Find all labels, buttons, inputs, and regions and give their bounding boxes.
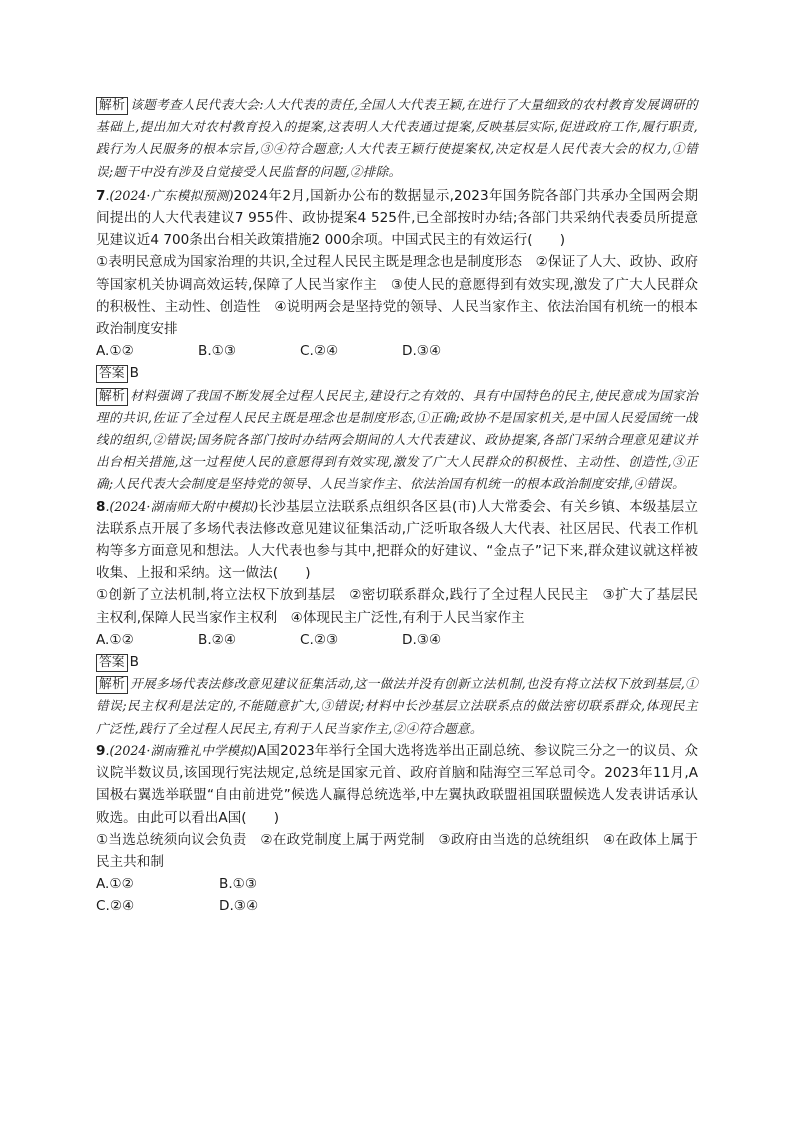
question-stem: 2024年2月,国新办公布的数据显示,2023年国务院各部门共承办全国两会期间提出的人大代表建议7 955件、政协提案4 525件,已全部按时办结;各部门共采纳代表委员所提意见建议近4 700条出台相关政策措施2 000余项。中国式民主的有效运行( ) <box>96 187 698 249</box>
q8-stem <box>96 496 698 585</box>
q7-answer <box>96 362 698 384</box>
q8-analysis <box>96 673 698 740</box>
option-d: D.③④ <box>402 343 442 360</box>
option-c: C.②④ <box>300 343 339 360</box>
question-stem: 长沙基层立法联系点组织各区县(市)人大常委会、有关乡镇、本级基层立法联系点开展了多场代表法修改意见建议征集活动,广泛听取各级人大代表、社区居民、代表工作机构等多方面意见和想法。人大代表也参与其中,把群众的好建议、“金点子”记下来,群众建议就这样被收集、上报和采纳。这一做法( ) <box>96 498 698 582</box>
q8-statements: ①创新了立法机制,将立法权下放到基层 ②密切联系群众,践行了全过程人民民主 ③扩大了基层民主权利,保障人民当家作主权利 ④体现民主广泛性,有利于人民当家作主 <box>96 587 698 626</box>
option-c: C.②③ <box>300 631 339 648</box>
answer-value: B <box>129 365 139 382</box>
analysis-text: 开展多场代表法修改意见建议征集活动,这一做法并没有创新立法机制,也没有将立法权下放到基层,①错误;民主权利是法定的,不能随意扩大,③错误;材料中长沙基层立法联系点的做法密切联系群众,体现民主广泛性,践行了全过程人民民主,有利于人民当家作主,②④符合题意。 <box>96 676 698 736</box>
option-c: C.②④ <box>96 898 135 915</box>
q8-options <box>96 629 698 651</box>
answer-tag: 答案 <box>96 654 128 672</box>
option-b: B.①③ <box>198 343 237 360</box>
q9-stem <box>96 740 698 829</box>
q7-statements: ①表明民意成为国家治理的共识,全过程人民民主既是理念也是制度形态 ②保证了人大、政协、政府等国家机关协调高效运转,保障了人民当家作主 ③使人民的意愿得到有效实现,激发了广大人民群众的积极性、主动性、创造性 ④说明两会是坚持党的领导、人民当家作主、依法治国有机统一的根本政治制度安排 <box>96 254 698 338</box>
question-number: 7 <box>96 187 106 204</box>
q6-analysis <box>96 94 698 183</box>
option-a: A.①② <box>96 343 134 360</box>
option-a: A.①② <box>96 876 134 893</box>
q8-answer <box>96 651 698 673</box>
analysis-tag: 解析 <box>96 676 128 694</box>
q9-options-row-2 <box>96 895 698 917</box>
question-stem: A国2023年举行全国大选将选举出正副总统、参议院三分之一的议员、众议院半数议员,该国现行宪法规定,总统是国家元首、政府首脑和陆海空三军总司令。2023年11月,A国极右翼选举联盟“自由前进党”候选人赢得总统选举,中左翼执政联盟祖国联盟候选人发表讲话承认败选。由此可以看出A国( ) <box>96 742 698 826</box>
analysis-text: 材料强调了我国不断发展全过程人民民主,建设行之有效的、具有中国特色的民主,使民意成为国家治理的共识,佐证了全过程人民民主既是理念也是制度形态,①正确;政协不是国家机关,是中国人民爱国统一战线的组织,②错误;国务院各部门按时办结两会期间的人大代表建议、政协提案,各部门采纳合理意见建议并出台相关措施,这一过程使人民的意愿得到有效实现,激发了广大人民群众的积极性、主动性、创造性,③正确;人民代表大会制度是坚持党的领导、人民当家作主、依法治国有机统一的根本政治制度安排,④错误。 <box>96 387 698 492</box>
answer-value: B <box>129 654 139 671</box>
question-source: .(2024·湖南师大附中模拟) <box>105 498 259 514</box>
option-a: A.①② <box>96 631 134 648</box>
q7-stem <box>96 185 698 252</box>
q9-statements: ①当选总统须向议会负责 ②在政党制度上属于两党制 ③政府由当选的总统组织 ④在政体上属于民主共和制 <box>96 831 698 870</box>
q7-options <box>96 340 698 362</box>
answer-tag: 答案 <box>96 365 128 383</box>
analysis-tag: 解析 <box>96 388 128 406</box>
analysis-tag: 解析 <box>96 97 128 115</box>
question-number: 8 <box>96 498 106 515</box>
option-b: B.②④ <box>198 631 237 648</box>
q7-analysis <box>96 385 698 496</box>
question-number: 9 <box>96 742 106 759</box>
exam-page <box>96 94 698 918</box>
q9-options-row-1 <box>96 873 698 895</box>
question-source: .(2024·广东模拟预测) <box>105 187 234 203</box>
analysis-text: 该题考查人民代表大会:人大代表的责任,全国人大代表王颖,在进行了大量细致的农村教育发展调研的基础上,提出加大对农村教育投入的提案,这表明人大代表通过提案,反映基层实际,促进政府工作,履行职责,践行为人民服务的根本宗旨,③④符合题意;人大代表王颖行使提案权,决定权是人民代表大会的权力,①错误;题干中没有涉及自觉接受人民监督的问题,②排除。 <box>96 97 698 179</box>
option-b: B.①③ <box>219 876 258 893</box>
question-source: .(2024·湖南雅礼中学模拟) <box>105 742 257 758</box>
option-d: D.③④ <box>219 898 259 915</box>
option-d: D.③④ <box>402 631 442 648</box>
